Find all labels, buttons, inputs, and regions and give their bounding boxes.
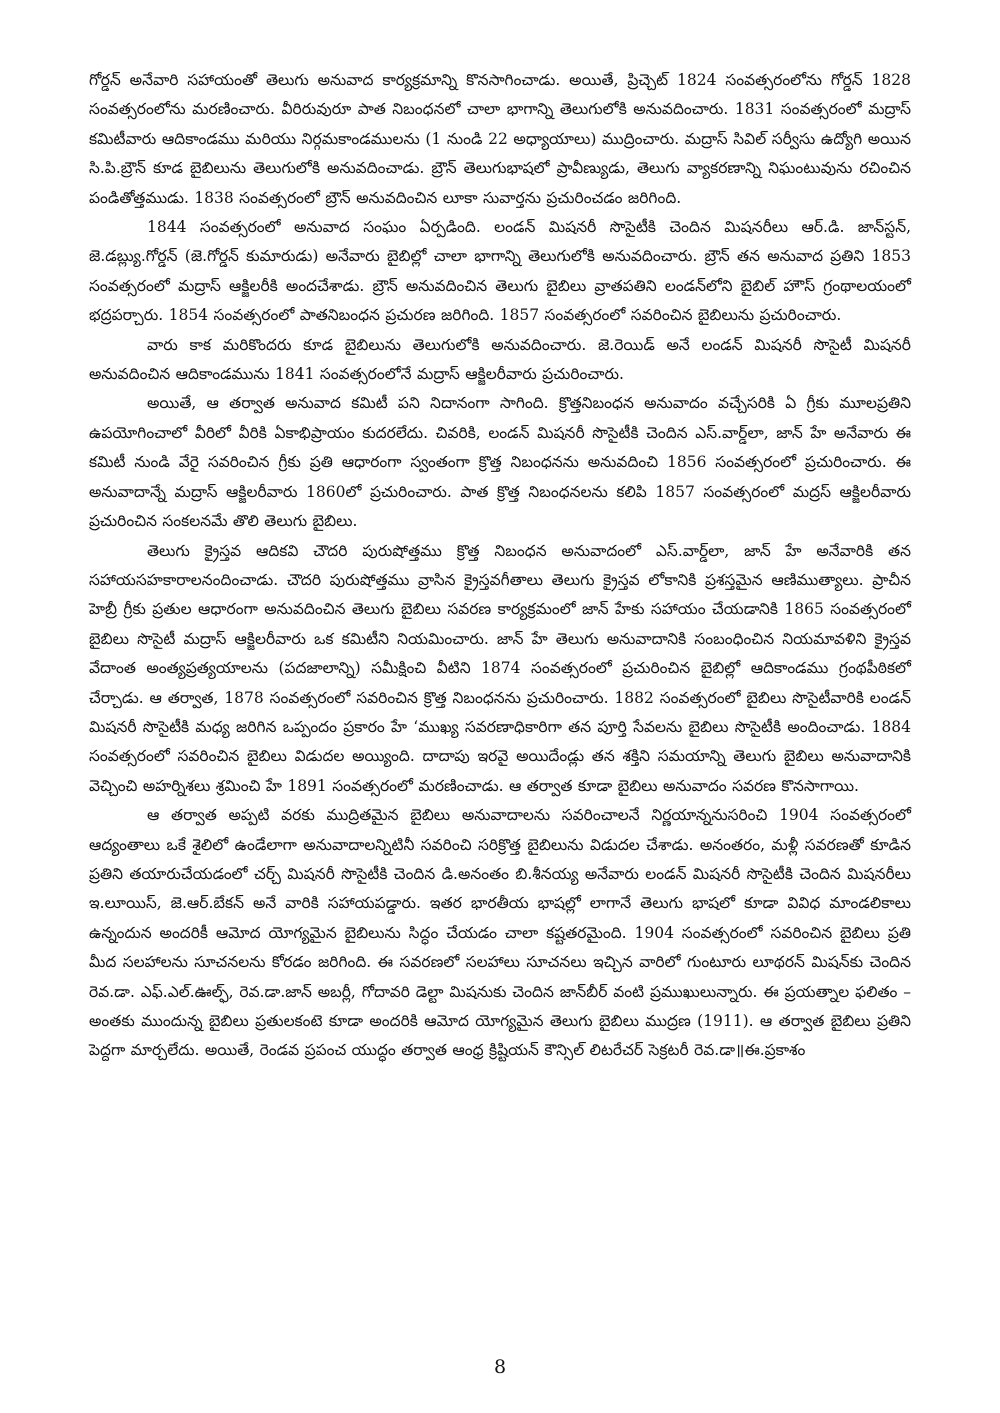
page-number: 8 [493, 1356, 507, 1378]
paragraph-3: వారు కాక మరికొందరు కూడ బైబిలును తెలుగులోకి అనువదించారు. జె.రెయిడ్ అనే లండన్ మిషనరీ సొసైటీ మిషనరీ అనువదించిన ఆదికాండమును 1841 సంవత్సరంలోనే మద్రాస్ ఆక్జిలరీవారు ప్రచురించారు. [89, 335, 911, 384]
paragraph-6: ఆ తర్వాత అప్పటి వరకు ముద్రితమైన బైబిలు అనువాదాలను సవరించాలనే నిర్ణయాన్ననుసరించి 1904 సంవత్సరంలో ఆద్యంతాలు ఒకే శైలిలో ఉండేలాగా అనువాదాలన్నిటినీ సవరించి సరిక్రొత్త బైబిలును విడుదల చేశాడు. అనంతరం, మళ్లీ సవరణతో కూడిన ప్రతిని తయారుచేయడంలో చర్చ్ మిషనరీ సొసైటీకి చెందిన డి.అనంతం బి.శీనయ్య అనేవారు లండన్ మిషనరీ సొసైటీకి చెందిన మిషనరీలు ఇ.లూయిస్, జె.ఆర్.బేకన్ అనే వారికి సహాయపడ్డారు. ఇతర భారతీయ భాషల్లో లాగానే తెలుగు భాషలో కూడా వివిధ మాండలికాలు ఉన్నందున అందరికీ ఆమోద యోగ్యమైన బైబిలును సిద్ధం చేయడం చాలా కష్టతరమైంది. 1904 సంవత్సరంలో సవరించిన బైబిలు ప్రతి మీద సలహాలను సూచనలను కోరడం జరిగింది. ఈ సవరణలో సలహాలు సూచనలు ఇచ్చిన వారిలో గుంటూరు లూథరన్ మిషన్‌కు చెందిన రెవ.డా. ఎఫ్.ఎల్.ఊల్ఫ్, రెవ.డా.జాన్ అబర్లీ, గోదావరి డెల్టా మిషనుకు చెందిన జాన్‌బీర్ వంటి ప్రముఖులున్నారు. ఈ ప్రయత్నాల ఫలితం – అంతకు ముందున్న బైబిలు ప్రతులకంటె కూడా అందరికి ఆమోద యోగ్యమైన తెలుగు బైబిలు ముద్రణ (1911). ఆ తర్వాత బైబిలు ప్రతిని పెద్దగా మార్చలేదు. అయితే, రెండవ ప్రపంచ యుద్ధం తర్వాత ఆంధ్ర క్రిష్టియన్ కౌన్సిల్ లిటరేచర్ సెక్రటరీ రెవ.డా॥ఈ.ప్రకాశం [89, 806, 911, 1060]
paragraph-4: అయితే, ఆ తర్వాత అనువాద కమిటీ పని నిదానంగా సాగింది. క్రొత్తనిబంధన అనువాదం వచ్చేసరికి ఏ గ్రీకు మూలప్రతిని ఉపయోగించాలో వీరిలో వీరికి ఏకాభిప్రాయం కుదరలేదు. చివరికి, లండన్ మిషనరీ సొసైటీకి చెందిన ఎస్.వార్డ్‌లా, జాన్ హే అనేవారు ఈ కమిటీ నుండి వేరై సవరించిన గ్రీకు ప్రతి ఆధారంగా స్వంతంగా క్రొత్త నిబంధనను అనువదించి 1856 సంవత్సరంలో ప్రచురించారు. ఈ అనువాదాన్నే మద్రాస్ ఆక్జిలరీవారు 1860లో ప్రచురించారు. పాత క్రొత్త నిబంధనలను కలిపి 1857 సంవత్సరంలో మద్రస్ ఆక్జిలరీవారు ప్రచురించిన సంకలనమే తొలి తెలుగు బైబిలు. [89, 394, 911, 531]
paragraph-5: తెలుగు క్రైస్తవ ఆదికవి చౌదరి పురుషోత్తము క్రొత్త నిబంధన అనువాదంలో ఎస్.వార్డ్‌లా, జాన్ హే అనేవారికి తన సహాయసహకారాలనందించాడు. చౌదరి పురుషోత్తము వ్రాసిన క్రైస్తవగీతాలు తెలుగు క్రైస్తవ లోకానికి ప్రశస్తమైన ఆణిముత్యాలు. ప్రాచీన హెబ్రీ గ్రీకు ప్రతుల ఆధారంగా అనువదించిన తెలుగు బైబిలు సవరణ కార్యక్రమంలో జాన్ హేకు సహాయం చేయడానికి 1865 సంవత్సరంలో బైబిలు సొసైటీ మద్రాస్ ఆక్జిలరీవారు ఒక కమిటీని నియమించారు. జాన్ హే తెలుగు అనువాదానికి సంబంధించిన నియమావళిని క్రైస్తవ వేదాంత అంత్యప్రత్యయాలను (పదజాలాన్ని) సమీక్షించి వీటిని 1874 సంవత్సరంలో ప్రచురించిన బైబిల్లో ఆదికాండము గ్రంథపీఠికలో చేర్చాడు. ఆ తర్వాత, 1878 సంవత్సరంలో సవరించిన క్రొత్త నిబంధనను ప్రచురించారు. 1882 సంవత్సరంలో బైబిలు సొసైటీవారికి లండన్ మిషనరీ సొసైటీకి మధ్య జరిగిన ఒప్పందం ప్రకారం హే ‘ముఖ్య సవరణాధికారిగా తన పూర్తి సేవలను బైబిలు సొసైటీకి అందించాడు. 1884 సంవత్సరంలో సవరించిన బైబిలు విడుదల అయ్యింది. దాదాపు ఇరవై అయిదేండ్లు తన శక్తిని సమయాన్ని తెలుగు బైబిలు అనువాదానికి వెచ్చించి అహర్నిశలు శ్రమించి హే 1891 సంవత్సరంలో మరణించాడు. ఆ తర్వాత కూడా బైబిలు అనువాదం సవరణ కొనసాగాయి. [89, 541, 911, 795]
document-body [89, 66, 911, 1066]
paragraph-1: గోర్డన్ అనేవారి సహాయంతో తెలుగు అనువాద కార్యక్రమాన్ని కొనసాగించాడు. అయితే, ప్రిచ్చెట్ 1824 సంవత్సరంలోను గోర్డన్ 1828 సంవత్సరంలోను మరణించారు. వీరిరువురూ పాత నిబంధనలో చాలా భాగాన్ని తెలుగులోకి అనువదించారు. 1831 సంవత్సరంలో మద్రాస్ కమిటీవారు ఆదికాండము మరియు నిర్గమకాండములను (1 నుండి 22 అధ్యాయాలు) ముద్రించారు. మద్రాస్ సివిల్ సర్వీసు ఉద్యోగి అయిన సి.పి.బ్రౌన్ కూడ బైబిలును తెలుగులోకి అనువదించాడు. బ్రౌన్ తెలుగుభాషలో ప్రావీణ్యుడు, తెలుగు వ్యాకరణాన్ని నిఘంటువును రచించిన పండితోత్తముడు. 1838 సంవత్సరంలో బ్రౌన్ అనువదించిన లూకా సువార్తను ప్రచురించడం జరిగింది. [89, 71, 911, 207]
paragraph-2: 1844 సంవత్సరంలో అనువాద సంఘం ఏర్పడింది. లండన్ మిషనరీ సొసైటీకి చెందిన మిషనరీలు ఆర్.డి. జాన్‌స్టన్, జె.డబ్ల్యు.గోర్డన్ (జె.గోర్డన్ కుమారుడు) అనేవారు బైబిల్లో చాలా భాగాన్ని తెలుగులోకి అనువదించారు. బ్రౌన్ తన అనువాద ప్రతిని 1853 సంవత్సరంలో మద్రాస్ ఆక్జిలరీకి అందచేశాడు. బ్రౌన్ అనువదించిన తెలుగు బైబిలు వ్రాతపతిని లండన్‌లోని బైబిల్ హౌస్ గ్రంథాలయంలో భద్రపర్చారు. 1854 సంవత్సరంలో పాతనిబంధన ప్రచురణ జరిగింది. 1857 సంవత్సరంలో సవరించిన బైబిలును ప్రచురించారు. [89, 218, 911, 325]
